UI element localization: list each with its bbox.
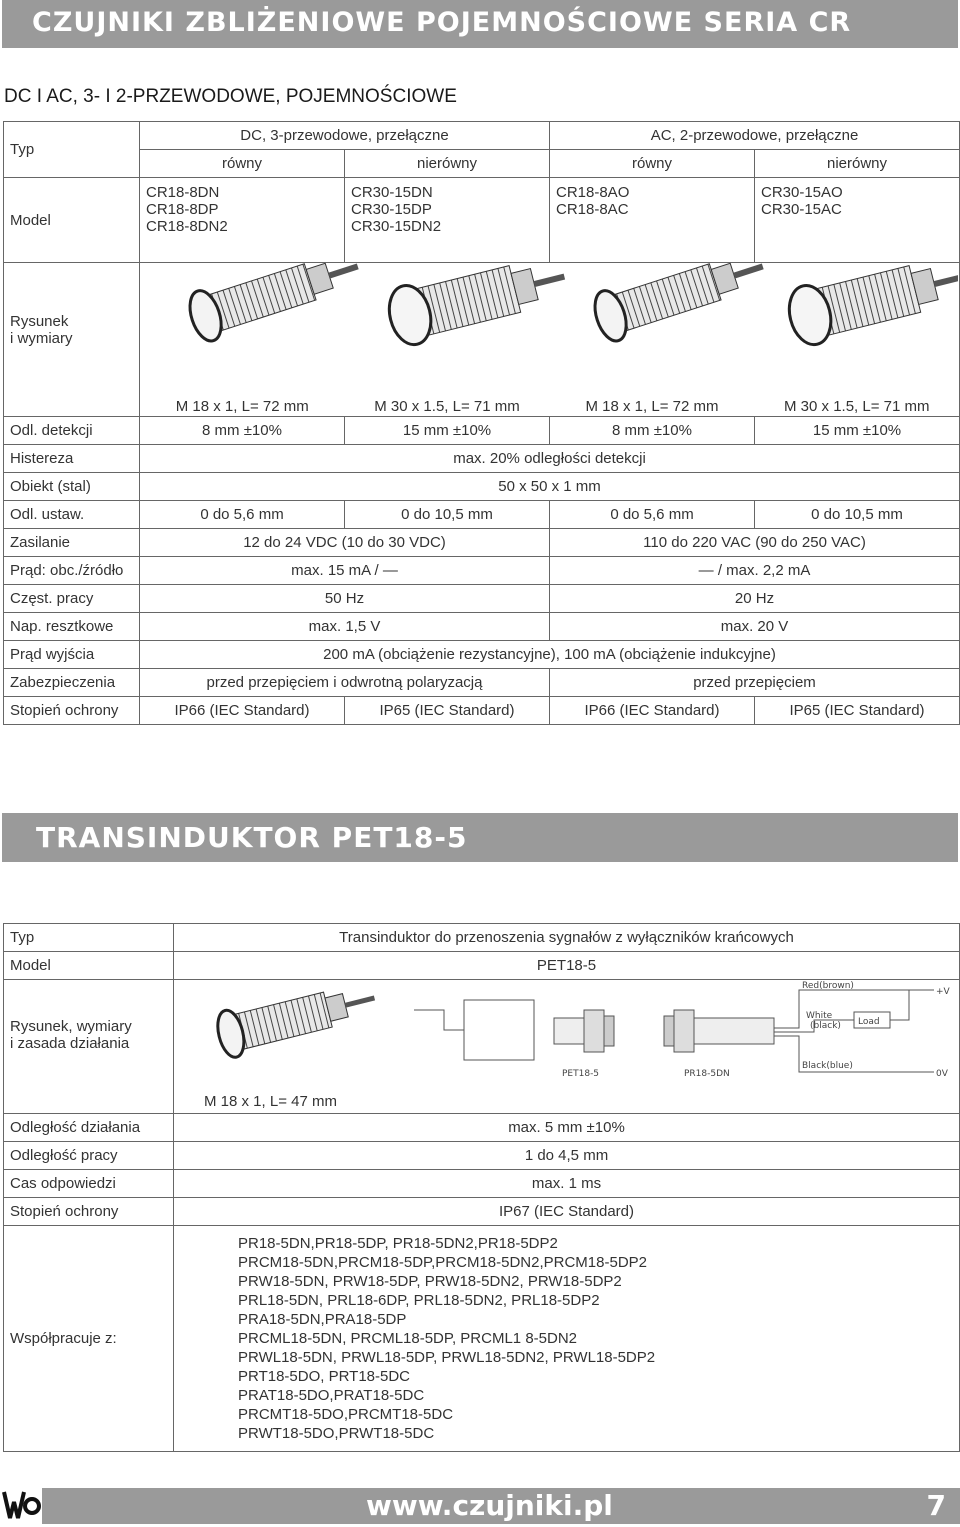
diagram-label: (black) [810,1021,841,1031]
compat-item: PR18-5DN,PR18-5DP, PR18-5DN2,PR18-5DP2 [238,1235,558,1252]
row-label: Histereza [4,445,140,473]
sensor-drawings [140,263,960,397]
row-label: Obiekt (stal) [4,473,140,501]
drawing-label: Rysunek i wymiary [4,263,140,397]
dimension-label: M 30 x 1.5, L= 71 mm [755,397,960,417]
typ-label: Typ [4,122,140,178]
compat-item: PRWT18-5DO,PRWT18-5DC [238,1425,435,1442]
cell: Transinduktor do przenoszenia sygnałów z wyłączników krańcowych [174,924,960,952]
diagram-label: Load [858,1017,880,1027]
sub-type: nierówny [755,150,960,178]
cell: 110 do 220 VAC (90 do 250 VAC) [550,529,960,557]
section-subtitle: DC I AC, 3- I 2-PRZEWODOWE, POJEMNOŚCIOWE [4,86,457,107]
dimension-label: M 18 x 1, L= 72 mm [550,397,755,417]
compat-item: PRL18-5DN, PRL18-6DP, PRL18-5DN2, PRL18-5DP2 [238,1292,600,1309]
diagram-label: +V [936,987,950,997]
model-cell: CR30-15AO CR30-15AC [755,178,960,263]
row-label: Odległość działania [4,1114,174,1142]
cell: 15 mm ±10% [755,417,960,445]
compat-list [174,1226,960,1452]
row-label: Stopień ochrony [4,1198,174,1226]
model-cell: CR18-8DN CR18-8DP CR18-8DN2 [140,178,345,263]
typ-label: Typ [4,924,174,952]
cell: 0 do 5,6 mm [140,501,345,529]
pet-sensor-image [213,980,380,1060]
cell: PET18-5 [174,952,960,980]
cell: 0 do 5,6 mm [550,501,755,529]
diagram-label: 0V [936,1069,948,1079]
compat-item: PRCM18-5DN,PRCM18-5DP,PRCM18-5DN2,PRCM18-5DP2 [238,1254,648,1271]
row-label: Prąd: obc./źródło [4,557,140,585]
cell: 8 mm ±10% [550,417,755,445]
diagram-label: White [806,1011,833,1021]
cr-spec-table [3,121,960,725]
row-label: Częst. pracy [4,585,140,613]
cell: IP66 (IEC Standard) [550,697,755,725]
compat-item: PRWL18-5DN, PRWL18-5DP, PRWL18-5DN2, PRWL18-5DP2 [238,1349,656,1366]
page-title-banner: CZUJNIKI ZBLIŻENIOWE POJEMNOŚCIOWE SERIA CR [2,0,958,48]
model-label: Model [4,952,174,980]
cell: IP67 (IEC Standard) [174,1198,960,1226]
cell: 50 x 50 x 1 mm [140,473,960,501]
row-label: Prąd wyjścia [4,641,140,669]
compat-item: PRCMT18-5DO,PRCMT18-5DC [238,1406,454,1423]
row-label: Odl. ustaw. [4,501,140,529]
row-label: Cas odpowiedzi [4,1170,174,1198]
sub-type: nierówny [345,150,550,178]
page-number: 7 [926,1489,946,1522]
cell: max. 20 V [550,613,960,641]
compat-item: PRT18-5DO, PRT18-5DC [238,1368,411,1385]
sensor-image-3 [589,263,771,345]
drawing-label: Rysunek, wymiary i zasada działania [4,980,174,1090]
cell: 0 do 10,5 mm [755,501,960,529]
cell: IP65 (IEC Standard) [345,697,550,725]
row-label: Odległość pracy [4,1142,174,1170]
pet-spec-table [3,923,960,1452]
row-label: Odl. detekcji [4,417,140,445]
type-ac: AC, 2-przewodowe, przełączne [550,122,960,150]
dimension-label: M 18 x 1, L= 47 mm [174,1090,960,1114]
compat-item: PRAT18-5DO,PRAT18-5DC [238,1387,425,1404]
pet-drawing [174,980,960,1090]
pet-drawing-svg [174,980,958,1088]
cell: przed przepięciem [550,669,960,697]
row-label: Nap. resztkowe [4,613,140,641]
cell: 1 do 4,5 mm [174,1142,960,1170]
cell: max. 20% odległości detekcji [140,445,960,473]
compat-item: PRW18-5DN, PRW18-5DP, PRW18-5DN2, PRW18-5DP2 [238,1273,622,1290]
sensor-image-1 [184,263,366,345]
type-dc: DC, 3-przewodowe, przełączne [140,122,550,150]
sub-type: równy [140,150,345,178]
cell: przed przepięciem i odwrotną polaryzacją [140,669,550,697]
sub-type: równy [550,150,755,178]
model-cell: CR18-8AO CR18-8AC [550,178,755,263]
cell: 15 mm ±10% [345,417,550,445]
model-label: Model [4,178,140,263]
cell: IP65 (IEC Standard) [755,697,960,725]
compat-item: PRA18-5DN,PRA18-5DP [238,1311,407,1328]
diagram-label: Black(blue) [802,1061,853,1071]
cell: 50 Hz [140,585,550,613]
cell: 0 do 10,5 mm [345,501,550,529]
cell: 200 mA (obciążenie rezystancyjne), 100 mA (obciążenie indukcyjne) [140,641,960,669]
row-label: Zasilanie [4,529,140,557]
company-logo-icon [2,1484,42,1524]
footer-url[interactable]: www.czujniki.pl [366,1489,613,1522]
row-label: Zabezpieczenia [4,669,140,697]
cell: 8 mm ±10% [140,417,345,445]
diagram-label: Red(brown) [802,981,854,991]
cell: IP66 (IEC Standard) [140,697,345,725]
diagram-label: PR18-5DN [684,1069,730,1079]
cell: max. 5 mm ±10% [174,1114,960,1142]
dimension-label: M 30 x 1.5, L= 71 mm [345,397,550,417]
cell: 12 do 24 VDC (10 do 30 VDC) [140,529,550,557]
cell: max. 15 mA / — [140,557,550,585]
section-banner-transinduktor: TRANSINDUKTOR PET18-5 [2,813,958,862]
sensor-image-2 [383,263,571,349]
cell: 20 Hz [550,585,960,613]
model-cell: CR30-15DN CR30-15DP CR30-15DN2 [345,178,550,263]
sensor-image-4 [783,263,958,349]
diagram-label: PET18-5 [562,1069,600,1079]
compat-item: PRCML18-5DN, PRCML18-5DP, PRCML1 8-5DN2 [238,1330,578,1347]
row-label: Stopień ochrony [4,697,140,725]
wiring-diagram [414,990,934,1072]
compat-label: Współpracuje z: [4,1226,174,1452]
cell: — / max. 2,2 mA [550,557,960,585]
cell: max. 1,5 V [140,613,550,641]
dimension-label: M 18 x 1, L= 72 mm [140,397,345,417]
sensor-drawings-svg [140,263,958,395]
cell: max. 1 ms [174,1170,960,1198]
